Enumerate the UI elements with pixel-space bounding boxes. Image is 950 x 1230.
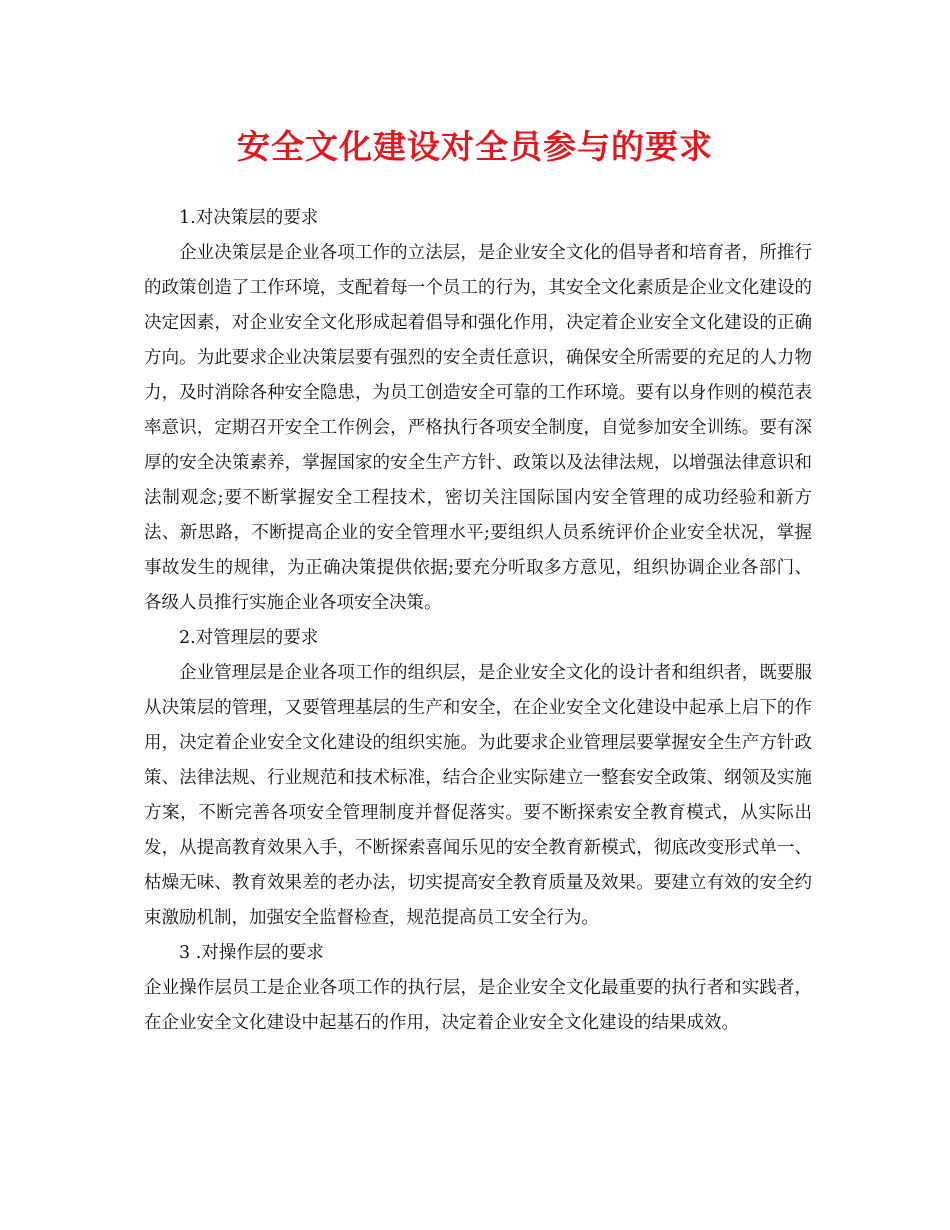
section-heading-management-level: 2.对管理层的要求 <box>179 628 319 648</box>
section-paragraph-management-level: 企业管理层是企业各项工作的组织层，是企业安全文化的设计者和组织者，既要服从决策层的管理，又要管理基层的生产和安全，在企业安全文化建设中起承上启下的作用，决定着企业安全文化建设的组织实施。为此要求企业管理层要掌握安全生产方针政策、法律法规、行业规范和技术标准，结合企业实际建立一整套安全政策、纲领及实施方案，不断完善各项安全管理制度并督促落实。要不断探索安全教育模式，从实际出发，从提高教育效果入手，不断探索喜闻乐见的安全教育新模式，彻底改变形式单一、枯燥无味、教育效果差的老办法，切实提高安全教育质量及效果。要建立有效的安全约束激励机制，加强安全监督检查，规范提高员工安全行为。 <box>144 663 812 928</box>
section-heading-decision-level: 1.对决策层的要求 <box>179 208 319 228</box>
section-paragraph-decision-level: 企业决策层是企业各项工作的立法层，是企业安全文化的倡导者和培育者，所推行的政策创造了工作环境，支配着每一个员工的行为，其安全文化素质是企业文化建设的决定因素，对企业安全文化形成起着倡导和强化作用，决定着企业安全文化建设的正确方向。为此要求企业决策层要有强烈的安全责任意识，确保安全所需要的充足的人力物力，及时消除各种安全隐患，为员工创造安全可靠的工作环境。要有以身作则的模范表率意识，定期召开安全工作例会，严格执行各项安全制度，自觉参加安全训练。要有深厚的安全决策素养，掌握国家的安全生产方针、政策以及法律法规，以增强法律意识和法制观念;要不断掌握安全工程技术，密切关注国际国内安全管理的成功经验和新方法、新思路，不断提高企业的安全管理水平;要组织人员系统评价企业安全状况，掌握事故发生的规律，为正确决策提供依据;要充分听取多方意见，组织协调企业各部门、各级人员推行实施企业各项安全决策。 <box>144 243 812 613</box>
document-body <box>144 201 812 1041</box>
section-heading-operation-level: 3 .对操作层的要求 <box>179 943 324 963</box>
document-title: 安全文化建设对全员参与的要求 <box>237 127 713 166</box>
section-paragraph-operation-level: 企业操作层员工是企业各项工作的执行层，是企业安全文化最重要的执行者和实践者，在企业安全文化建设中起基石的作用，决定着企业安全文化建设的结果成效。 <box>144 978 812 1033</box>
